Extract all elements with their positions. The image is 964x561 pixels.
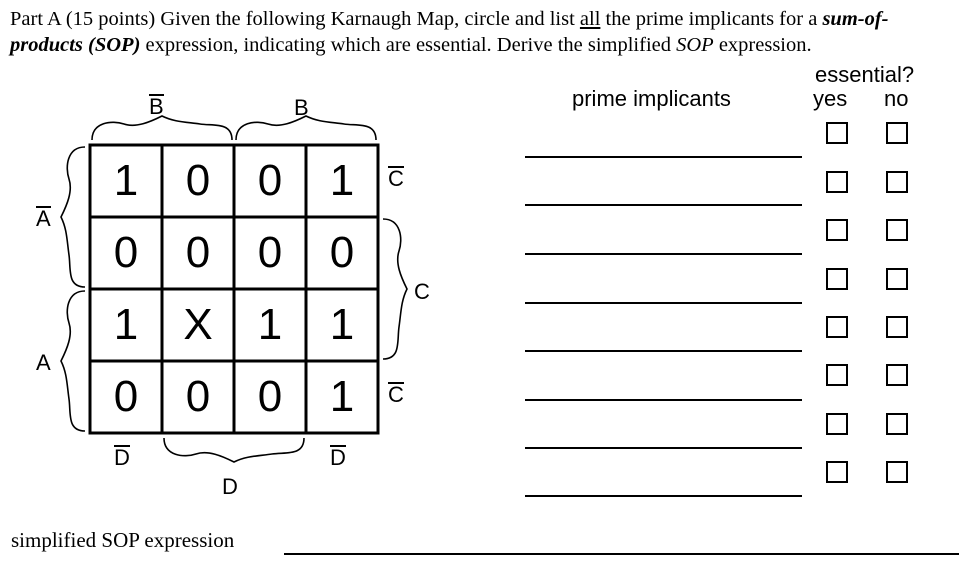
kmap-cell: 0 xyxy=(257,156,283,205)
brace-c xyxy=(383,219,407,359)
question-sop-italic: SOP xyxy=(676,34,714,56)
label-a: A xyxy=(36,350,51,375)
brace-a-bar xyxy=(61,147,85,287)
label-b-bar: B xyxy=(149,94,164,119)
kmap-cell: 0 xyxy=(185,156,211,205)
brace-b-bar xyxy=(92,116,232,140)
kmap-cell: 0 xyxy=(113,372,139,421)
prime-implicant-line[interactable] xyxy=(525,350,802,352)
essential-yes-checkbox[interactable] xyxy=(826,364,848,386)
brace-d xyxy=(164,438,304,462)
label-c-bar-bottom: C xyxy=(388,382,404,407)
essential-yes-checkbox[interactable] xyxy=(826,316,848,338)
brace-a xyxy=(61,291,85,431)
sop-expression-line[interactable] xyxy=(284,553,959,555)
prime-implicant-line[interactable] xyxy=(525,302,802,304)
essential-yes-checkbox[interactable] xyxy=(826,461,848,483)
kmap-cell: 1 xyxy=(257,300,283,349)
label-d-bar-right: D xyxy=(330,445,346,470)
question-prefix: Part A (15 points) Given the following Karnaugh Map, circle and list xyxy=(10,8,580,30)
sop-expression-label: simplified SOP expression xyxy=(11,528,235,552)
kmap-cell: 1 xyxy=(113,156,139,205)
kmap-cell: 1 xyxy=(329,372,355,421)
essential-no-checkbox[interactable] xyxy=(886,413,908,435)
essential-no-checkbox[interactable] xyxy=(886,364,908,386)
essential-no-checkbox[interactable] xyxy=(886,316,908,338)
essential-yes-checkbox[interactable] xyxy=(826,268,848,290)
label-a-bar: A xyxy=(36,206,51,231)
question-underlined-word: all xyxy=(579,8,601,30)
label-b: B xyxy=(294,95,309,120)
kmap-cell: 0 xyxy=(185,228,211,277)
question-suffix-2: expression. xyxy=(713,34,812,56)
label-d: D xyxy=(222,474,238,499)
essential-yes-checkbox[interactable] xyxy=(826,219,848,241)
kmap-cell: 0 xyxy=(329,228,355,277)
label-d-bar-left: D xyxy=(114,445,130,470)
prime-implicant-line[interactable] xyxy=(525,399,802,401)
question-sop-term: sum-of-products (SOP) xyxy=(10,8,889,56)
prime-implicant-line[interactable] xyxy=(525,204,802,206)
essential-no-checkbox[interactable] xyxy=(886,461,908,483)
prime-implicant-line[interactable] xyxy=(525,447,802,449)
prime-implicant-line[interactable] xyxy=(525,253,802,255)
label-c-bar-top: C xyxy=(388,166,404,191)
essential-no-checkbox[interactable] xyxy=(886,171,908,193)
kmap-cell: 1 xyxy=(113,300,139,349)
essential-yes-checkbox[interactable] xyxy=(826,171,848,193)
no-column-label: no xyxy=(884,86,909,111)
prime-implicant-line[interactable] xyxy=(525,495,802,497)
kmap-cell: X xyxy=(183,300,213,349)
question-middle: the prime implicants for a xyxy=(600,8,823,30)
question-suffix-1: expression, indicating which are essential. Derive the simplified xyxy=(140,34,677,56)
essential-header: essential? xyxy=(815,62,915,87)
essential-no-checkbox[interactable] xyxy=(886,268,908,290)
essential-yes-checkbox[interactable] xyxy=(826,413,848,435)
label-c: C xyxy=(414,279,430,304)
essential-no-checkbox[interactable] xyxy=(886,219,908,241)
kmap-cell: 1 xyxy=(329,300,355,349)
prime-implicant-line[interactable] xyxy=(525,156,802,158)
kmap-cell: 0 xyxy=(113,228,139,277)
kmap-cell: 0 xyxy=(257,372,283,421)
kmap-cell: 0 xyxy=(257,228,283,277)
essential-no-checkbox[interactable] xyxy=(886,122,908,144)
yes-column-label: yes xyxy=(813,86,848,111)
kmap-cell: 1 xyxy=(329,156,355,205)
prime-implicants-header: prime implicants xyxy=(572,86,731,111)
essential-yes-checkbox[interactable] xyxy=(826,122,848,144)
kmap-cell: 0 xyxy=(185,372,211,421)
